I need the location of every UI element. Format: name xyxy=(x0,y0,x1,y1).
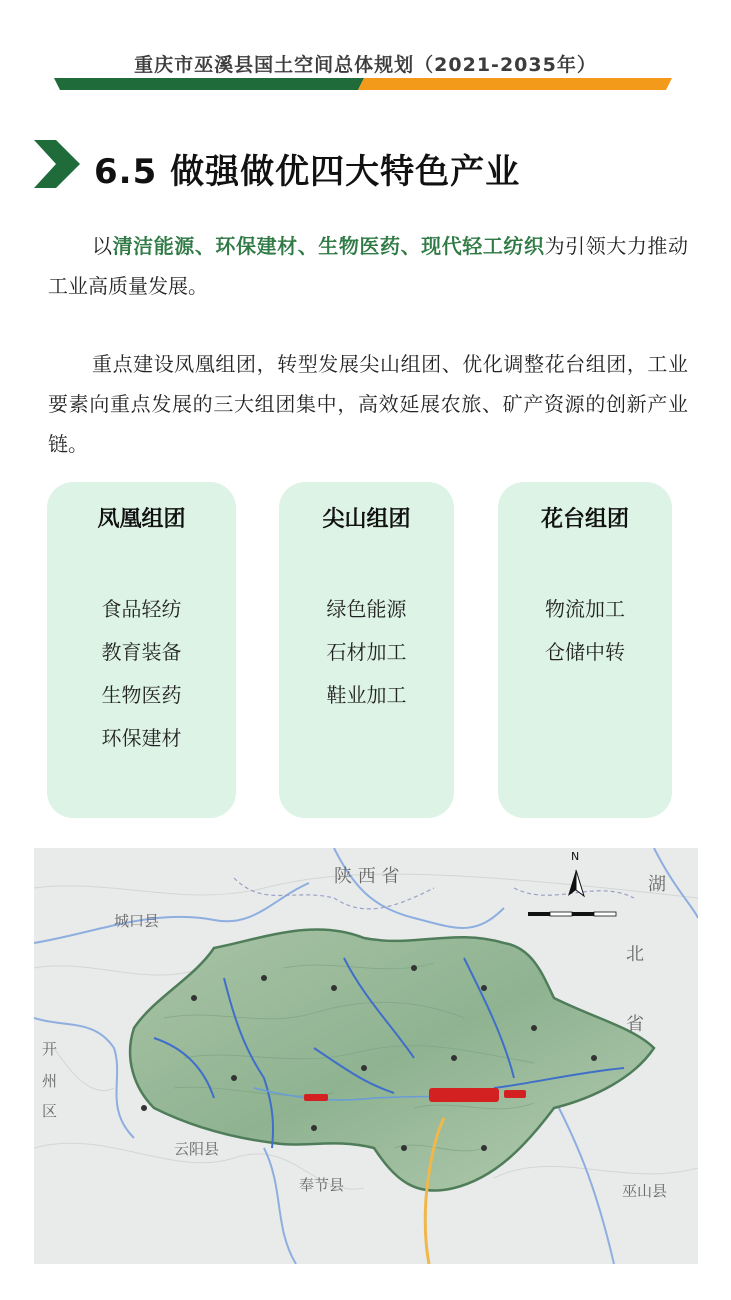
list-item: 环保建材 xyxy=(101,726,182,750)
list-item: 物流加工 xyxy=(545,597,625,621)
map-label-yunyang: 云阳县 xyxy=(174,1140,220,1158)
list-item: 食品轻纺 xyxy=(101,597,182,621)
section-heading: 6.5 做强做优四大特色产业 xyxy=(94,152,521,192)
list-item: 鞋业加工 xyxy=(326,683,407,707)
cluster-title: 花台组团 xyxy=(540,507,629,532)
north-label: N xyxy=(571,850,580,863)
title-underline-bar xyxy=(54,78,672,90)
intro-tail: 为引领大力推动工业高质量发展。 xyxy=(48,234,689,298)
intro-paragraph xyxy=(48,226,688,306)
list-item: 石材加工 xyxy=(326,640,407,664)
cluster-list xyxy=(279,588,454,717)
cluster-list xyxy=(47,588,236,760)
map-label-qu: 区 xyxy=(42,1102,58,1120)
list-item: 仓储中转 xyxy=(545,640,625,664)
intro-lead: 以 xyxy=(92,234,113,258)
list-item: 绿色能源 xyxy=(326,597,407,621)
cluster-title: 尖山组团 xyxy=(322,507,411,532)
map-label-zhou: 州 xyxy=(42,1072,58,1090)
map-label-fengjie: 奉节县 xyxy=(299,1176,345,1194)
cluster-card-huatai xyxy=(498,482,672,818)
list-item: 教育装备 xyxy=(101,640,182,664)
map-label-chengkou: 城口县 xyxy=(114,912,160,930)
map-label-wushan: 巫山县 xyxy=(622,1182,668,1200)
map-label-shaanxi: 陕 西 省 xyxy=(334,866,400,887)
document-title: 重庆市巫溪县国土空间总体规划（2021-2035年） xyxy=(134,54,597,76)
map-label-kai: 开 xyxy=(42,1040,58,1058)
map-label-hubei: 湖 xyxy=(648,874,666,895)
cluster-card-jianshan xyxy=(279,482,454,818)
cluster-card-fenghuang xyxy=(47,482,236,818)
strategy-paragraph: 重点建设凤凰组团，转型发展尖山组团、优化调整花台组团，工业要素向重点发展的三大组团集中，高效延展农旅、矿产资源的创新产业链。 xyxy=(48,352,688,456)
cluster-list xyxy=(498,588,672,674)
county-map xyxy=(34,848,698,1264)
intro-highlight: 清洁能源、环保建材、生物医药、现代轻工纺织 xyxy=(112,234,545,258)
scale-bar-icon xyxy=(528,912,616,916)
cluster-title: 凤凰组团 xyxy=(97,507,186,532)
list-item: 生物医药 xyxy=(101,683,182,707)
section-header xyxy=(34,140,694,190)
map-label-hubei-2: 北 xyxy=(626,944,644,965)
chevron-arrow-icon xyxy=(34,140,80,188)
map-label-hubei-3: 省 xyxy=(626,1014,644,1035)
